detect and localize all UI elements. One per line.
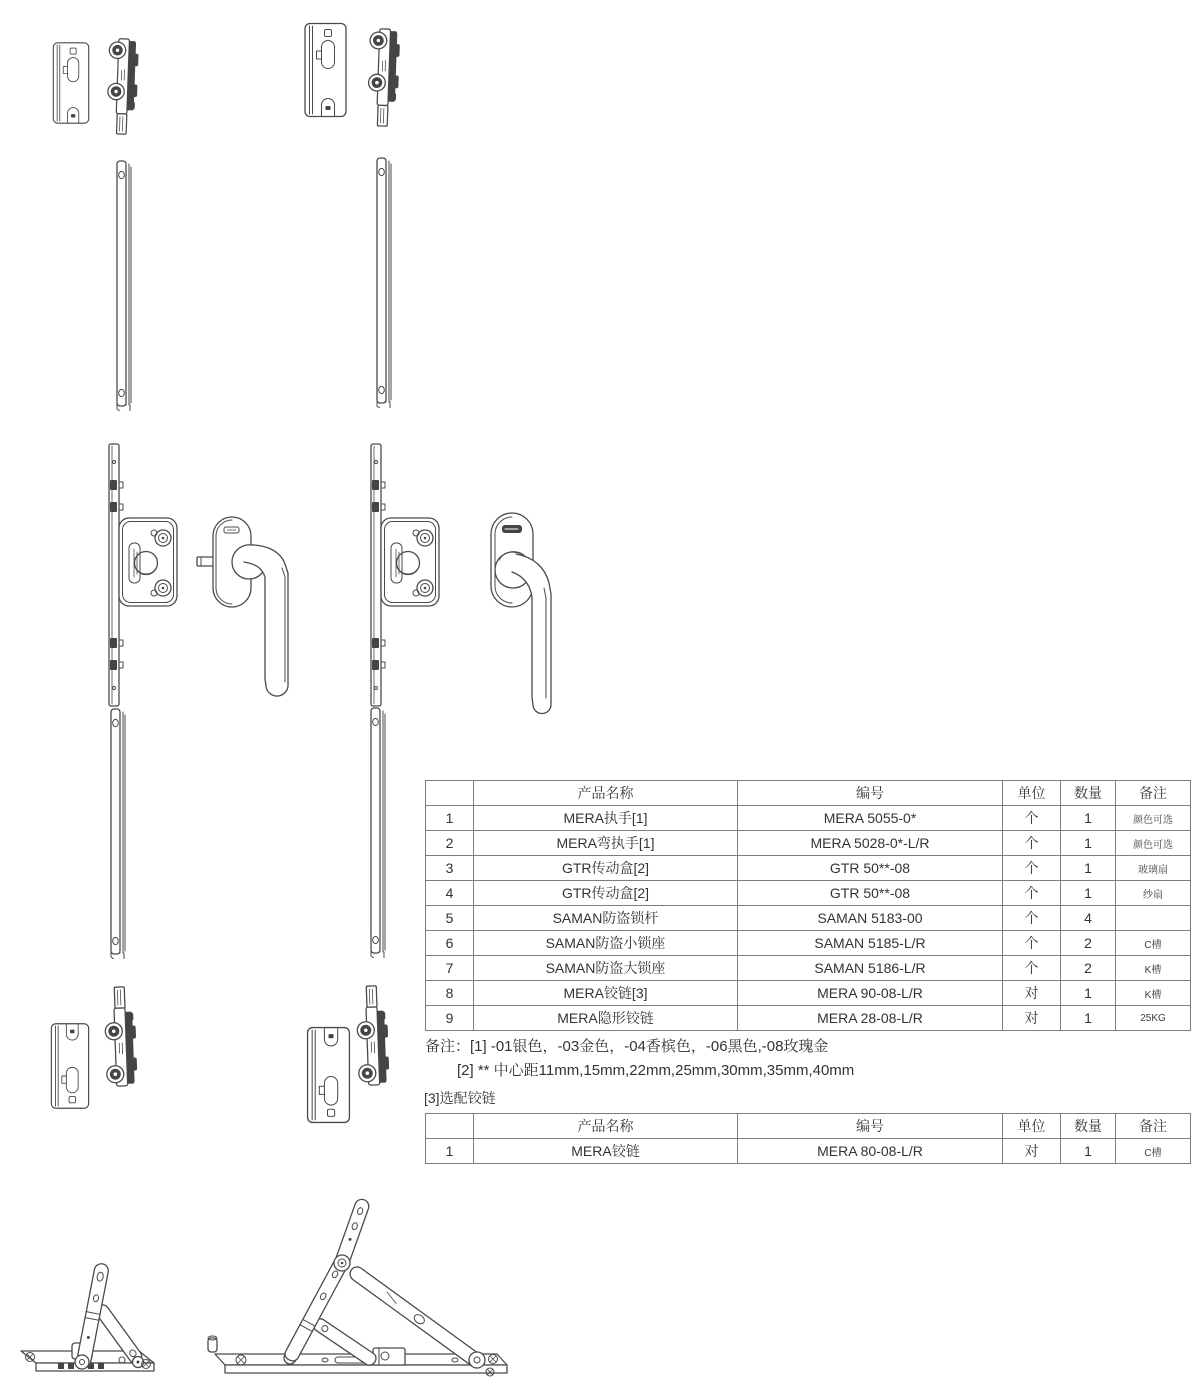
keeper-small-front-drawing-bottom <box>50 1014 90 1118</box>
friction-hinge-small-drawing <box>18 1250 170 1392</box>
table-row <box>426 856 1191 881</box>
cell-unit: 个 <box>1003 856 1061 881</box>
table-row <box>426 881 1191 906</box>
lock-rod-drawing-1 <box>114 158 136 412</box>
cell-code: MERA 5028-0*-L/R <box>738 831 1003 856</box>
cell-remark: 纱扇 <box>1116 881 1191 906</box>
col-header-name: 产品名称 <box>474 781 738 806</box>
note-line-colors: 备注：[1] -01银色，-03金色，-04香槟色，-06黑色,-08玫瑰金 <box>425 1038 829 1055</box>
cell-unit: 个 <box>1003 806 1061 831</box>
cell-no: 1 <box>426 806 474 831</box>
table-row <box>426 931 1191 956</box>
cell-code: SAMAN 5183-00 <box>738 906 1003 931</box>
cell-remark: 颜色可选 <box>1116 831 1191 856</box>
cell-code: MERA 80-08-L/R <box>738 1139 1003 1164</box>
cell-remark <box>1116 906 1191 931</box>
cell-qty: 1 <box>1061 856 1116 881</box>
cell-qty: 1 <box>1061 831 1116 856</box>
cell-name: GTR传动盒[2] <box>474 881 738 906</box>
table-row <box>426 906 1191 931</box>
col-header-name: 产品名称 <box>474 1114 738 1139</box>
cell-unit: 对 <box>1003 981 1061 1006</box>
cell-qty: 1 <box>1061 881 1116 906</box>
cell-name: SAMAN防盗小锁座 <box>474 931 738 956</box>
keeper-large-front-drawing <box>303 22 348 118</box>
striker-large-side-drawing-bottom <box>354 984 392 1088</box>
friction-hinge-large-drawing <box>205 1188 550 1395</box>
cell-qty: 4 <box>1061 906 1116 931</box>
cell-name: MERA铰链 <box>474 1139 738 1164</box>
cell-code: SAMAN 5185-L/R <box>738 931 1003 956</box>
col-header-remark: 备注 <box>1116 1114 1191 1139</box>
cell-code: MERA 5055-0* <box>738 806 1003 831</box>
cell-unit: 个 <box>1003 831 1061 856</box>
col-header-remark: 备注 <box>1116 781 1191 806</box>
lock-rod-drawing-2 <box>374 156 396 408</box>
col-header-unit: 单位 <box>1003 1114 1061 1139</box>
cell-name: MERA执手[1] <box>474 806 738 831</box>
cell-no: 2 <box>426 831 474 856</box>
col-header-no <box>426 1114 474 1139</box>
cell-unit: 对 <box>1003 1139 1061 1164</box>
cell-remark: K槽 <box>1116 981 1191 1006</box>
table-row <box>426 831 1191 856</box>
keeper-small-front-drawing <box>52 36 90 130</box>
lock-rod-drawing-4 <box>368 704 390 960</box>
col-header-unit: 单位 <box>1003 781 1061 806</box>
cell-remark: 颜色可选 <box>1116 806 1191 831</box>
cell-code: SAMAN 5186-L/R <box>738 956 1003 981</box>
keeper-large-front-drawing-bottom <box>306 1026 351 1124</box>
parts-table <box>425 780 1191 1031</box>
cell-unit: 个 <box>1003 956 1061 981</box>
parts-table-header-row <box>426 781 1191 806</box>
table-row <box>426 956 1191 981</box>
cell-no: 5 <box>426 906 474 931</box>
cell-code: GTR 50**-08 <box>738 881 1003 906</box>
cell-code: MERA 90-08-L/R <box>738 981 1003 1006</box>
cell-code: MERA 28-08-L/R <box>738 1006 1003 1031</box>
gearbox-drawing-screen-sash <box>368 442 452 708</box>
table-row <box>426 806 1191 831</box>
table-row <box>426 981 1191 1006</box>
cell-unit: 个 <box>1003 906 1061 931</box>
cell-unit: 对 <box>1003 1006 1061 1031</box>
table-row <box>426 1139 1191 1164</box>
lock-rod-drawing-3 <box>108 706 130 960</box>
col-header-qty: 数量 <box>1061 781 1116 806</box>
col-header-no <box>426 781 474 806</box>
table-row <box>426 1006 1191 1031</box>
cell-qty: 2 <box>1061 931 1116 956</box>
cell-name: MERA隐形铰链 <box>474 1006 738 1031</box>
optional-hinge-table <box>425 1113 1191 1164</box>
cell-remark: K槽 <box>1116 956 1191 981</box>
cell-no: 6 <box>426 931 474 956</box>
handle-straight-drawing <box>196 498 302 714</box>
cell-name: MERA弯执手[1] <box>474 831 738 856</box>
gearbox-drawing-glass-sash <box>106 442 190 708</box>
striker-large-side-drawing <box>365 26 403 128</box>
cell-qty: 1 <box>1061 806 1116 831</box>
striker-small-side-drawing-bottom <box>102 984 140 1090</box>
cell-name: GTR传动盒[2] <box>474 856 738 881</box>
cell-qty: 1 <box>1061 1139 1116 1164</box>
cell-no: 9 <box>426 1006 474 1031</box>
cell-remark: C槽 <box>1116 1139 1191 1164</box>
cell-code: GTR 50**-08 <box>738 856 1003 881</box>
cell-no: 4 <box>426 881 474 906</box>
cell-remark: 玻璃扇 <box>1116 856 1191 881</box>
col-header-code: 编号 <box>738 1114 1003 1139</box>
cell-qty: 2 <box>1061 956 1116 981</box>
col-header-code: 编号 <box>738 781 1003 806</box>
cell-no: 3 <box>426 856 474 881</box>
cell-no: 8 <box>426 981 474 1006</box>
cell-remark: C槽 <box>1116 931 1191 956</box>
cell-qty: 1 <box>1061 1006 1116 1031</box>
cell-name: MERA铰链[3] <box>474 981 738 1006</box>
striker-small-side-drawing <box>104 36 142 136</box>
cell-remark: 25KG <box>1116 1006 1191 1031</box>
cell-qty: 1 <box>1061 981 1116 1006</box>
col-header-qty: 数量 <box>1061 1114 1116 1139</box>
cell-no: 7 <box>426 956 474 981</box>
optional-hinge-label: [3]选配铰链 <box>424 1090 496 1106</box>
cell-name: SAMAN防盗锁杆 <box>474 906 738 931</box>
cell-name: SAMAN防盗大锁座 <box>474 956 738 981</box>
cell-unit: 个 <box>1003 931 1061 956</box>
optional-table-header-row <box>426 1114 1191 1139</box>
handle-bent-drawing <box>486 510 574 738</box>
note-line-spacing: [2] ** 中心距11mm,15mm,22mm,25mm,30mm,35mm,40mm <box>457 1062 855 1079</box>
cell-no: 1 <box>426 1139 474 1164</box>
cell-unit: 个 <box>1003 881 1061 906</box>
